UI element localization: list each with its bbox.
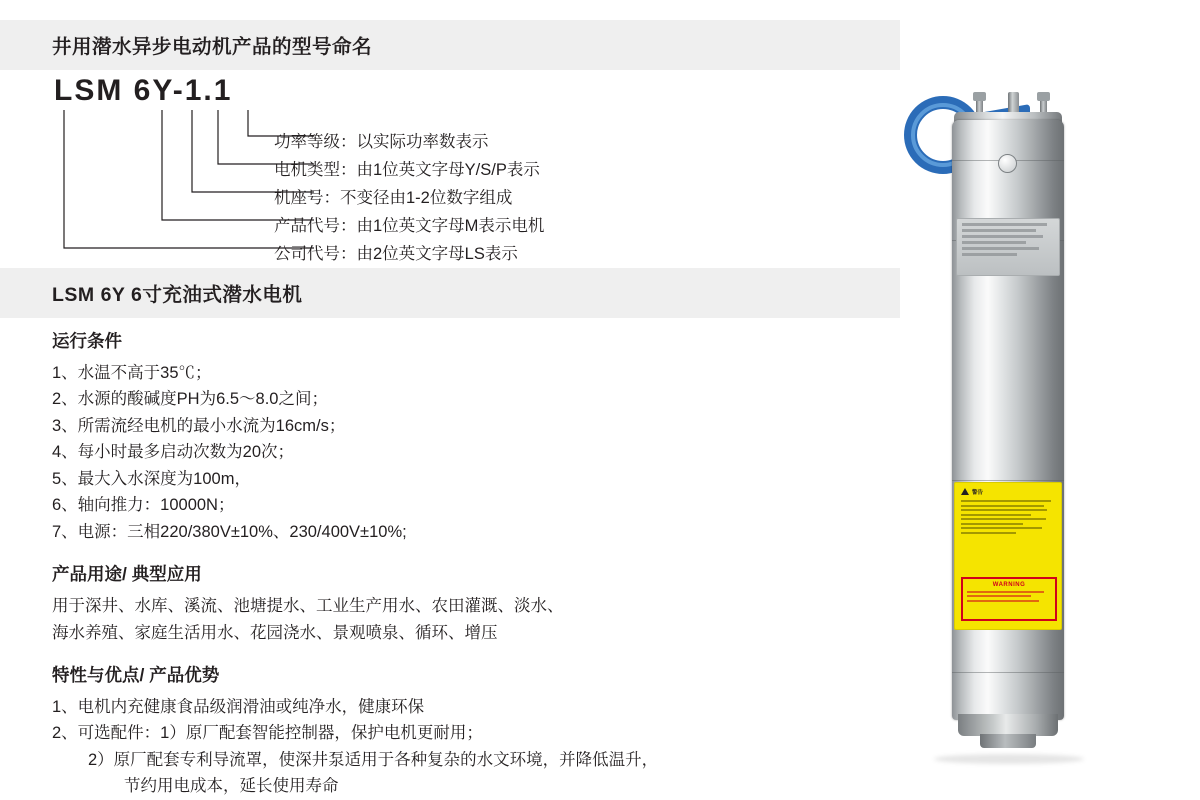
advantages-heading: 特性与优点/ 产品优势 [52, 665, 220, 685]
advantages-line: 2）原厂配套专利导流罩，使深井泵适用于各种复杂的水文环境，并降低温升， [88, 750, 659, 769]
operating-condition-item: 4、每小时最多启动次数为20次； [52, 443, 295, 462]
warning-red-line [967, 591, 1044, 593]
operating-condition-item: 2、水源的酸碱度PH为6.5～8.0之间； [52, 390, 328, 409]
warning-text-line [961, 514, 1031, 516]
operating-condition-item: 7、电源：三相220/380V±10%、230/400V±10%; [52, 522, 407, 541]
legend-item-power: 功率等级：以实际功率数表示 [274, 133, 489, 151]
warning-text-line [961, 509, 1047, 511]
spec-label-line [962, 229, 1036, 232]
operating-conditions-heading: 运行条件 [52, 331, 122, 351]
submersible-motor-image [952, 92, 1064, 752]
warning-red-line [967, 595, 1031, 597]
bolt-nut-left [973, 92, 986, 101]
advantages-line: 1、电机内充健康食品级润滑油或纯净水，健康环保 [52, 697, 425, 716]
legend-item-product-code: 产品代号：由1位英文字母M表示电机 [274, 217, 545, 235]
body-copy [52, 330, 882, 800]
spec-label-line [962, 253, 1017, 256]
naming-band-title: 井用潜水异步电动机产品的型号命名 [52, 36, 373, 58]
body-seam [952, 480, 1064, 481]
warning-triangle-icon [961, 488, 969, 495]
motor-bottom-cap [958, 714, 1058, 736]
naming-band [0, 20, 900, 70]
model-code-text: LSM 6Y-1.1 [54, 74, 233, 107]
advantages-line: 2、可选配件：1）原厂配套智能控制器，保护电机更耐用； [52, 724, 483, 743]
body-seam [952, 672, 1064, 673]
warning-text-line [961, 500, 1051, 502]
warning-red-box [961, 577, 1057, 621]
product-band-title: LSM 6Y 6寸充油式潜水电机 [52, 284, 303, 306]
warning-red-text: WARNING [992, 582, 1026, 588]
legend-item-frame-no: 机座号：不变径由1-2位数字组成 [274, 189, 513, 207]
warning-red-line [967, 600, 1039, 602]
spacer [52, 545, 882, 563]
warning-text-line [961, 505, 1044, 507]
applications-line: 用于深井、水库、溪流、池塘提水、工业生产用水、农田灌溉、淡水、 [52, 597, 564, 615]
legend-item-motor-type: 电机类型：由1位英文字母Y/S/P表示 [274, 161, 540, 179]
applications-heading: 产品用途/ 典型应用 [52, 564, 202, 585]
applications-line: 海水养殖、家庭生活用水、花园浇水、景观喷泉、循环、增压 [52, 623, 498, 642]
warning-text-line [961, 518, 1046, 520]
model-code-diagram [52, 74, 872, 263]
operating-condition-item: 1、水温不高于35℃； [52, 363, 212, 382]
product-shadow [934, 754, 1084, 764]
spec-label-line [962, 241, 1026, 244]
brand-emblem-icon [998, 154, 1017, 173]
spacer [52, 646, 882, 664]
legend-item-company-code: 公司代号：由2位英文字母LS表示 [274, 245, 518, 263]
model-code-legend [274, 128, 874, 268]
warning-label-heading-text: 警告 [972, 490, 984, 496]
motor-stainless-body [952, 120, 1064, 720]
spec-label-line [962, 247, 1039, 250]
motor-base-foot [980, 734, 1036, 748]
spec-label-line [962, 235, 1043, 238]
warning-text-line [961, 532, 1016, 534]
warning-label-heading [961, 488, 1055, 497]
spec-label-line [962, 223, 1047, 226]
product-photo [900, 0, 1200, 800]
warning-label [954, 482, 1062, 630]
operating-condition-item: 6、轴向推力：10000N； [52, 496, 235, 515]
specification-label [956, 218, 1060, 276]
warning-text-line [961, 527, 1042, 529]
advantages-line: 节约用电成本，延长使用寿命 [124, 777, 339, 796]
warning-text-line [961, 523, 1023, 525]
bolt-nut-right [1037, 92, 1050, 101]
operating-condition-item: 3、所需流经电机的最小水流为16cm/s； [52, 416, 346, 435]
product-band [0, 268, 900, 318]
operating-condition-item: 5、最大入水深度为100m， [52, 469, 251, 488]
